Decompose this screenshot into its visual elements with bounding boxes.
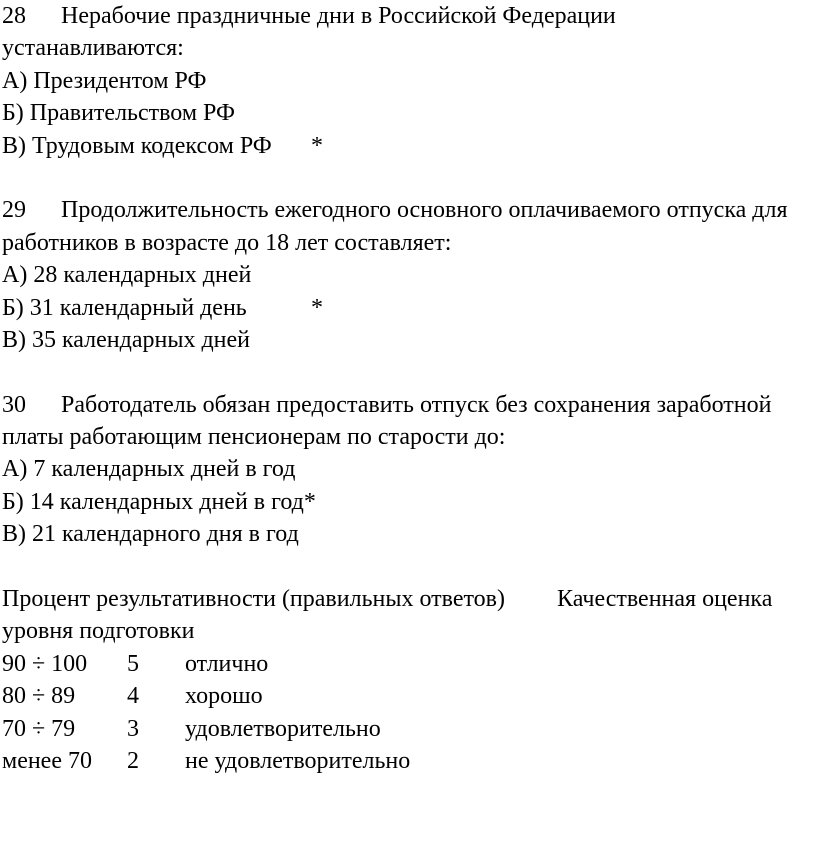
- answer-option: [2, 259, 814, 291]
- score-description: отлично: [185, 650, 269, 677]
- question-text: Работодатель обязан предоставить отпуск без сохранения заработной: [61, 391, 772, 418]
- answer-option-label: Б) 14 календарных дней в год*: [2, 488, 316, 515]
- question-number: 30: [2, 391, 26, 418]
- answer-option-label: А) Президентом РФ: [2, 67, 207, 94]
- correct-answer-marker: *: [311, 132, 323, 159]
- answer-option-label: Б) Правительством РФ: [2, 100, 235, 127]
- question-block: [2, 0, 814, 162]
- answer-option-label: В) Трудовым кодексом РФ: [2, 132, 272, 159]
- spacer: [2, 356, 814, 388]
- question-text: Продолжительность ежегодного основного оплачиваемого отпуска для: [61, 197, 788, 224]
- score-range: менее 70: [2, 747, 92, 774]
- grading-row: [2, 648, 814, 680]
- document-page: [2, 0, 814, 777]
- answer-option: [2, 324, 814, 356]
- answer-option-label: В) 21 календарного дня в год: [2, 521, 299, 548]
- score-description: хорошо: [185, 683, 263, 710]
- question-number: 29: [2, 197, 26, 224]
- score-mark: 5: [127, 650, 139, 677]
- question-text-continued: платы работающим пенсионерам по старости до:: [2, 424, 506, 451]
- grading-header-left: Процент результативности (правильных ответов): [2, 586, 506, 613]
- question-block: [2, 194, 814, 356]
- answer-option-label: Б) 31 календарный день: [2, 294, 247, 321]
- question-number: 28: [2, 3, 26, 29]
- question-block: [2, 389, 814, 551]
- question-title: [2, 0, 814, 32]
- question-text: Нерабочие праздничные дни в Российской Федерации: [61, 3, 616, 29]
- answer-option: [2, 65, 814, 97]
- answer-option: [2, 486, 814, 518]
- score-mark: 3: [127, 715, 139, 742]
- grading-row: [2, 745, 814, 777]
- answer-option: [2, 292, 814, 324]
- grading-header-continued: уровня подготовки: [2, 618, 195, 645]
- question-text-continued: работников в возрасте до 18 лет составляет:: [2, 229, 452, 256]
- score-range: 80 ÷ 89: [2, 683, 76, 710]
- grading-table: [2, 583, 814, 777]
- answer-option: [2, 518, 814, 550]
- score-description: удовлетворительно: [185, 715, 381, 742]
- grading-header-right: Качественная оценка: [557, 586, 773, 613]
- answer-option: [2, 130, 814, 162]
- correct-answer-marker: *: [311, 294, 323, 321]
- score-range: 70 ÷ 79: [2, 715, 76, 742]
- score-mark: 4: [127, 683, 139, 710]
- question-title: [2, 389, 814, 421]
- grading-header: [2, 583, 814, 615]
- answer-option: [2, 97, 814, 129]
- score-range: 90 ÷ 100: [2, 650, 88, 677]
- grading-row: [2, 713, 814, 745]
- answer-option-label: А) 28 календарных дней: [2, 262, 252, 289]
- spacer: [2, 162, 814, 194]
- score-description: не удовлетворительно: [185, 747, 411, 774]
- answer-option-label: В) 35 календарных дней: [2, 326, 251, 353]
- question-text-continued: устанавливаются:: [2, 35, 184, 62]
- answer-option: [2, 453, 814, 485]
- answer-option-label: А) 7 календарных дней в год: [2, 456, 296, 483]
- grading-row: [2, 680, 814, 712]
- score-mark: 2: [127, 747, 139, 774]
- question-title: [2, 194, 814, 226]
- spacer: [2, 551, 814, 583]
